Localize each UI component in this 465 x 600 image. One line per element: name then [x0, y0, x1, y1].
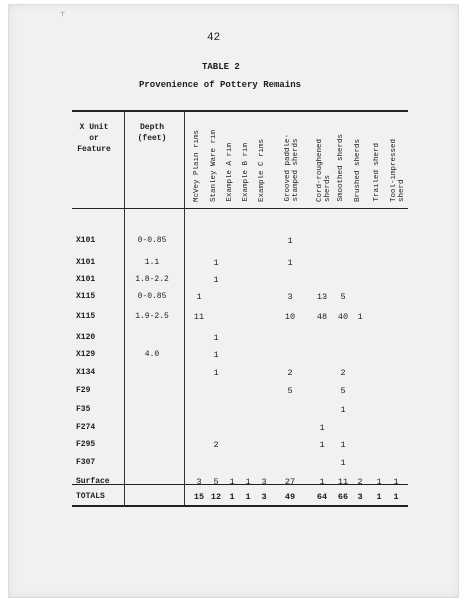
- table-cell: 1: [245, 477, 251, 487]
- column-header: Grooved paddle- stamped sherds: [284, 134, 300, 202]
- table-cell: 2: [213, 440, 219, 450]
- row-depth: 1.8-2.2: [135, 275, 169, 284]
- table-cell: 2: [340, 368, 346, 378]
- totals-cell: 3: [357, 492, 363, 502]
- table-cell: 1: [287, 236, 293, 246]
- row-depth: 0-0.85: [137, 292, 167, 301]
- totals-cell: 1: [229, 492, 235, 502]
- table-cell: 1: [213, 258, 219, 268]
- row-unit-label: F295: [76, 440, 96, 449]
- table-cell: 3: [261, 477, 267, 487]
- row-unit-label: X101: [76, 258, 96, 267]
- table-cell: 1: [340, 405, 346, 415]
- column-header: Example B rim: [242, 143, 250, 202]
- unit-column-header: X Unit or Feature: [77, 123, 111, 154]
- column-header: Cord-roughened sherds: [316, 138, 332, 202]
- row-unit-label: Surface: [76, 477, 110, 486]
- column-header: McVey Plain rims: [193, 129, 201, 202]
- table-cell: 11: [193, 312, 205, 322]
- table-cell: 1: [340, 440, 346, 450]
- totals-cell: 1: [376, 492, 382, 502]
- column-divider: [124, 112, 125, 505]
- table-cell: 1: [319, 440, 325, 450]
- row-unit-label: X134: [76, 368, 96, 377]
- row-unit-label: F35: [76, 405, 91, 414]
- depth-column-header: Depth (feet): [137, 123, 167, 143]
- row-unit-label: F29: [76, 386, 91, 395]
- document-page: [8, 4, 459, 598]
- column-header: Stanley Ware rim: [210, 129, 218, 202]
- page-number: 42: [207, 32, 221, 44]
- table-cell: 5: [213, 477, 219, 487]
- table-cell: 3: [196, 477, 202, 487]
- table-cell: 27: [284, 477, 296, 487]
- column-header: Smoothed sherds: [337, 134, 345, 202]
- table-cell: 10: [284, 312, 296, 322]
- table-cell: 1: [196, 292, 202, 302]
- table-cell: 1: [213, 275, 219, 285]
- table-cell: 1: [213, 350, 219, 360]
- row-unit-label: X101: [76, 236, 96, 245]
- table-cell: 1: [319, 477, 325, 487]
- table-cell: 1: [393, 477, 399, 487]
- totals-cell: 66: [337, 492, 349, 502]
- table-cell: 1: [340, 458, 346, 468]
- row-unit-label: X129: [76, 350, 96, 359]
- column-divider: [184, 112, 185, 505]
- table-bottom-rule: [72, 505, 408, 507]
- column-header: Tool-impressed sherd: [390, 138, 406, 202]
- table-cell: 1: [357, 312, 363, 322]
- table-cell: 11: [337, 477, 349, 487]
- row-unit-label: X115: [76, 312, 96, 321]
- totals-cell: 64: [316, 492, 328, 502]
- header-rule: [72, 208, 408, 209]
- table-cell: 3: [287, 292, 293, 302]
- column-header: Example C rims: [258, 138, 266, 202]
- totals-cell: 1: [393, 492, 399, 502]
- table-label: TABLE 2: [202, 62, 240, 72]
- column-header: Example A rim: [226, 143, 234, 202]
- totals-cell: 15: [193, 492, 205, 502]
- totals-cell: 3: [261, 492, 267, 502]
- totals-cell: 1: [245, 492, 251, 502]
- table-cell: 1: [213, 333, 219, 343]
- totals-cell: 12: [210, 492, 222, 502]
- row-unit-label: F307: [76, 458, 96, 467]
- table-cell: 2: [287, 368, 293, 378]
- corner-mark: ⸆: [60, 12, 65, 23]
- row-unit-label: F274: [76, 423, 96, 432]
- table-cell: 1: [287, 258, 293, 268]
- row-depth: 4.0: [144, 350, 160, 359]
- row-depth: 1.9-2.5: [135, 312, 169, 321]
- column-header: Brushed sherds: [354, 138, 362, 202]
- row-unit-label: X115: [76, 292, 96, 301]
- totals-cell: 49: [284, 492, 296, 502]
- table-title: Provenience of Pottery Remains: [139, 80, 302, 90]
- table-cell: 1: [319, 423, 325, 433]
- table-cell: 1: [213, 368, 219, 378]
- totals-label: TOTALS: [76, 492, 105, 501]
- column-header: Trailed sherd: [373, 143, 381, 202]
- table-cell: 13: [316, 292, 328, 302]
- table-top-rule: [72, 110, 408, 112]
- row-unit-label: X101: [76, 275, 96, 284]
- table-cell: 2: [357, 477, 363, 487]
- table-cell: 5: [340, 292, 346, 302]
- table-cell: 40: [337, 312, 349, 322]
- table-cell: 1: [376, 477, 382, 487]
- table-cell: 48: [316, 312, 328, 322]
- row-depth: 0-0.85: [137, 236, 167, 245]
- table-cell: 5: [340, 386, 346, 396]
- row-depth: 1.1: [144, 258, 160, 267]
- table-cell: 1: [229, 477, 235, 487]
- row-unit-label: X120: [76, 333, 96, 342]
- table-cell: 5: [287, 386, 293, 396]
